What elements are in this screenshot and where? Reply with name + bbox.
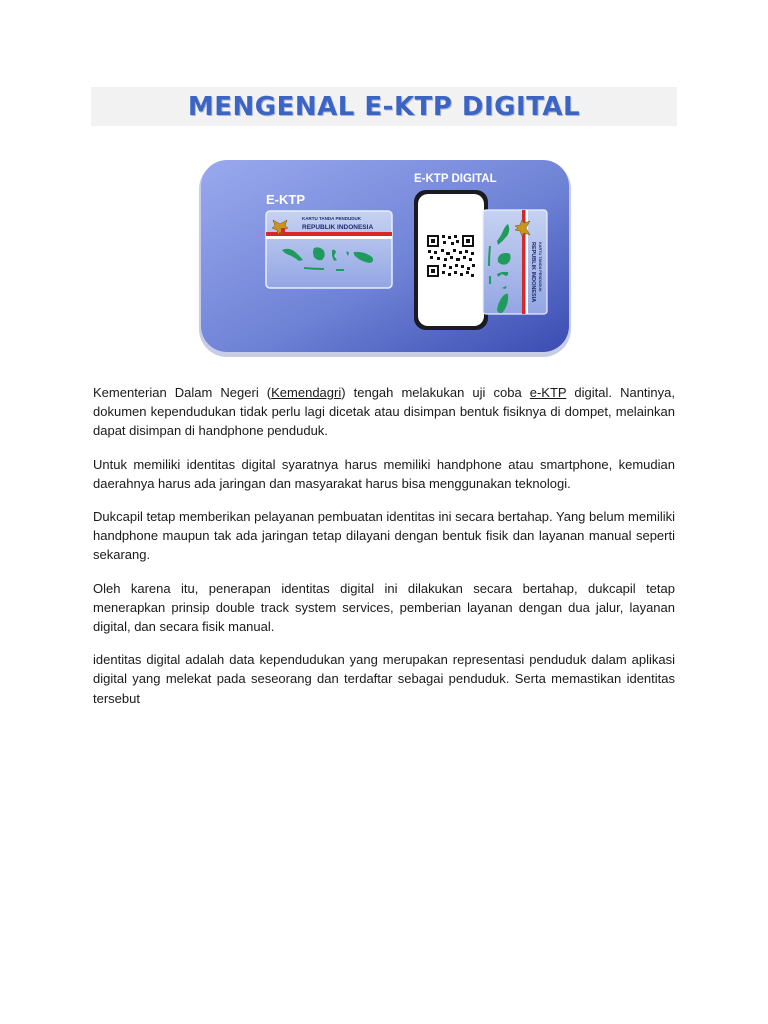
ektp-illustration xyxy=(196,158,574,360)
article-body xyxy=(93,383,675,722)
card-header-main: REPUBLIK INDONESIA xyxy=(302,224,374,231)
paragraph-1-text-b: ) tengah melakukan uji coba xyxy=(341,385,530,400)
paragraph-2: Untuk memiliki identitas digital syaratnya harus memiliki handphone atau smartphone, kemudian daerahnya harus ada jaringan dan masyarakat harus bisa menggunakan teknologi. xyxy=(93,456,675,491)
digital-ektp-card xyxy=(483,210,547,314)
smartphone-icon xyxy=(414,190,488,330)
page-title: MENGENAL E-KTP DIGITAL xyxy=(187,91,581,122)
digital-card-header-small: KARTU TANDA PENDUDUK xyxy=(538,242,542,292)
paragraph-1-text-c: digital. Nantinya, dokumen kependudukan tidak perlu lagi dicetak atau disimpan bentuk fisiknya di dompet, melainkan dapat disimpan di handphone penduduk. xyxy=(93,385,675,439)
paragraph-5: identitas digital adalah data kependudukan yang merupakan representasi penduduk dalam aplikasi digital yang melekat pada seseorang dan terdaftar sebagai penduduk. Serta memastikan identitas tersebut xyxy=(93,652,675,706)
card-stripe-white xyxy=(266,236,392,239)
card-header-small: KARTU TANDA PENDUDUK xyxy=(302,216,361,221)
paragraph-4: Oleh karena itu, penerapan identitas digital ini dilakukan secara bertahap, dukcapil tetap menerapkan prinsip double track system services, pemberian layanan dengan dua jalur, layanan digital, dan secara fisik manual. xyxy=(93,580,675,635)
paragraph-3: Dukcapil tetap memberikan pelayanan pembuatan identitas ini secara bertahap. Yang belum memiliki handphone maupun tak ada jaringan tetap dilayani dengan bentuk fisik dan layanan manual seperti sekarang. xyxy=(93,509,675,563)
paragraph-1-text-a: Kementerian Dalam Negeri ( xyxy=(93,385,272,400)
digital-card-header-main: REPUBLIK INDONESIA xyxy=(530,242,536,303)
qr-code-icon xyxy=(426,234,476,278)
ektp-banner-graphic xyxy=(196,158,574,360)
paragraph-1 xyxy=(93,383,675,441)
title-bar xyxy=(91,87,677,126)
digital-card-label: E-KTP DIGITAL xyxy=(414,173,497,185)
physical-ektp-card xyxy=(266,211,392,288)
kemendagri-link[interactable]: Kemendagri xyxy=(271,385,342,400)
ektp-link[interactable]: e-KTP xyxy=(529,385,567,400)
physical-card-label: E-KTP xyxy=(266,192,305,207)
